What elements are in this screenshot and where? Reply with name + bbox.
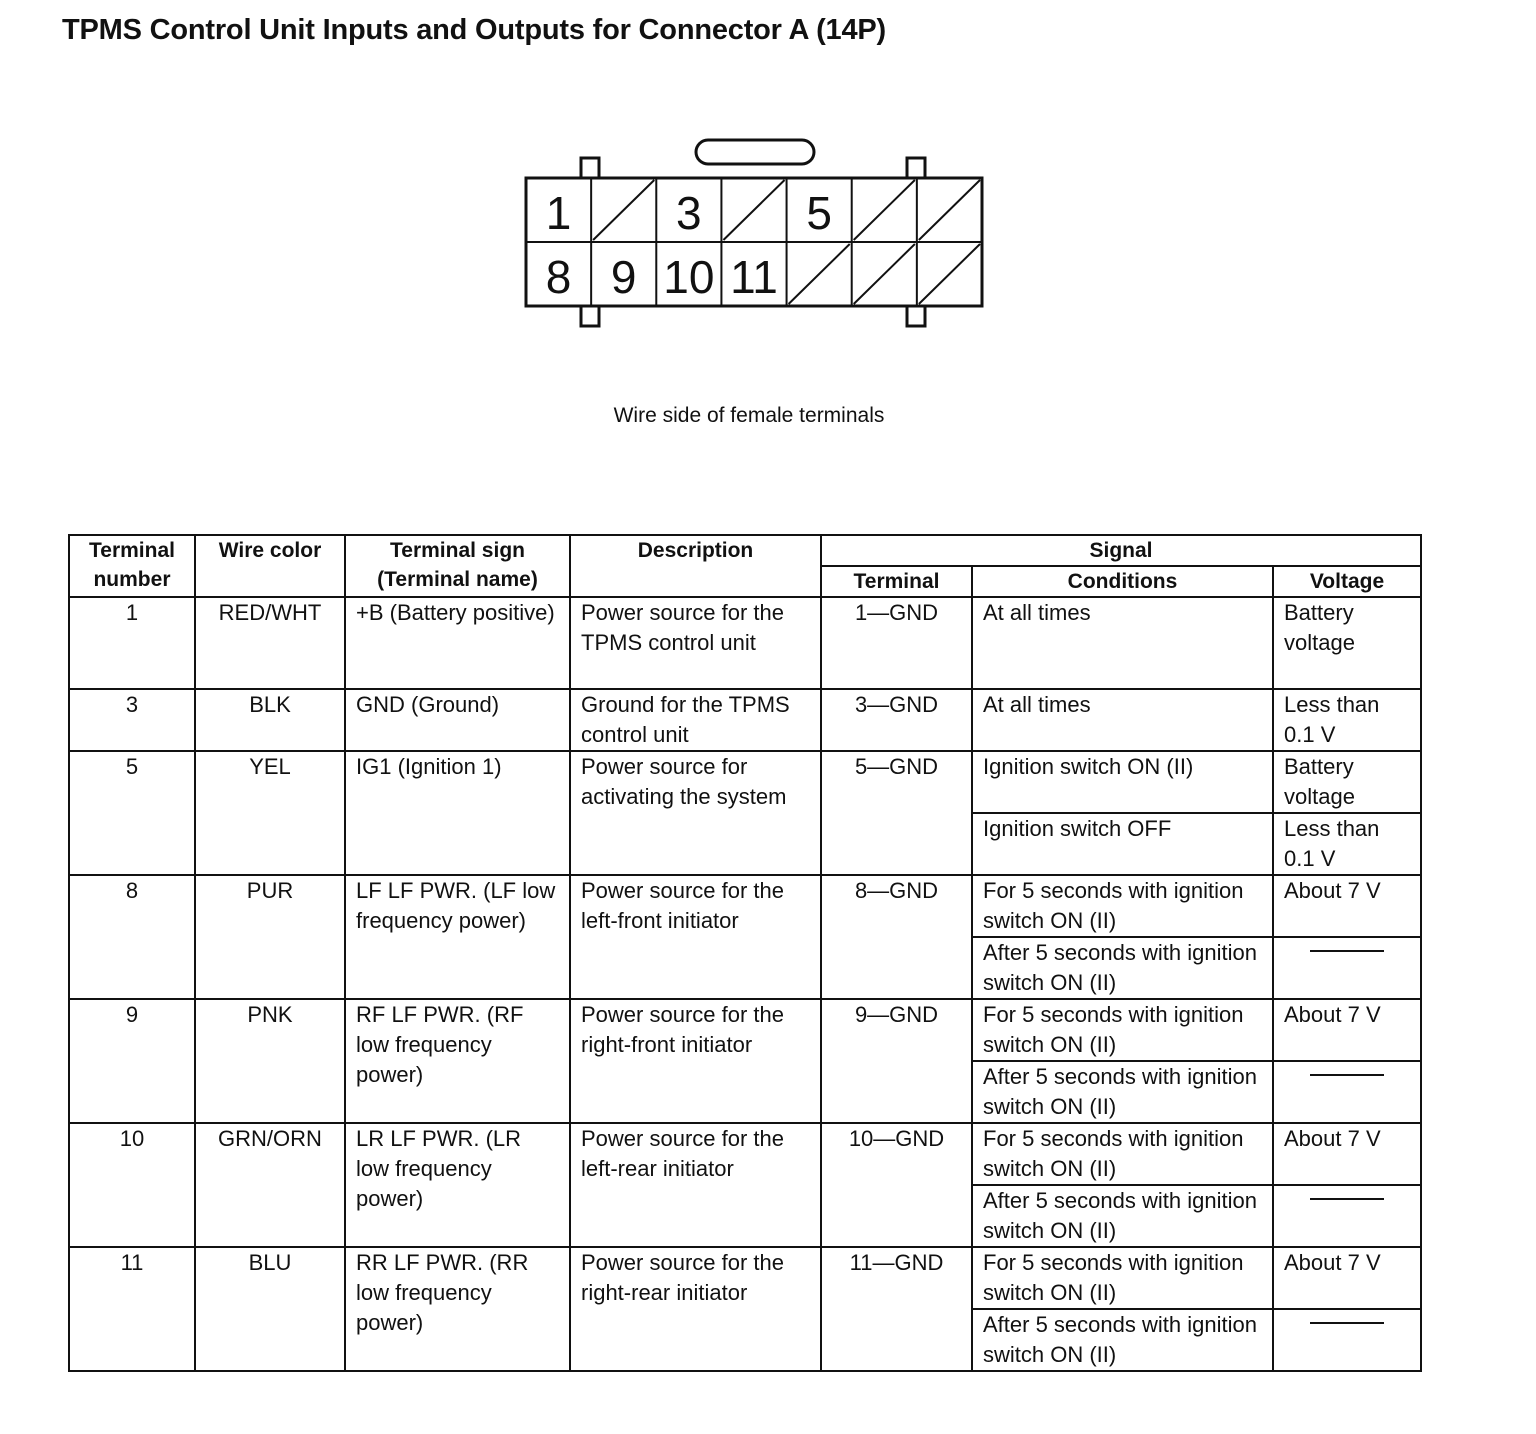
wire-color: PNK (195, 999, 345, 1123)
signal-terminal: 3—GND (821, 689, 972, 751)
terminal-number: 11 (69, 1247, 195, 1371)
signal-terminal: 11—GND (821, 1247, 972, 1371)
connector-caption: Wire side of female terminals (613, 404, 885, 427)
signal-voltage (1273, 1185, 1421, 1247)
wire-color: GRN/ORN (195, 1123, 345, 1247)
not-applicable-dash (1310, 1322, 1384, 1324)
signal-condition: For 5 seconds with ignition switch ON (II) (972, 1123, 1273, 1185)
terminal-pin-label: 10 (663, 251, 715, 303)
not-applicable-dash (1310, 1198, 1384, 1200)
terminal-sign: RF LF PWR. (RF low frequency power) (345, 999, 570, 1123)
table-row (69, 875, 1421, 937)
locking-tab (696, 140, 814, 164)
table-row (69, 999, 1421, 1061)
signal-voltage: Less than 0.1 V (1273, 813, 1421, 875)
table-row (69, 689, 1421, 751)
table-row (69, 1123, 1421, 1185)
terminal-sign: LR LF PWR. (LR low frequency power) (345, 1123, 570, 1247)
terminal-number: 3 (69, 689, 195, 751)
terminal-sign: IG1 (Ignition 1) (345, 751, 570, 875)
terminal-sign: LF LF PWR. (LF low frequency power) (345, 875, 570, 999)
terminal-pin-label: 3 (676, 187, 702, 239)
signal-terminal: 8—GND (821, 875, 972, 999)
not-applicable-dash (1310, 1074, 1384, 1076)
terminal-number: 1 (69, 597, 195, 689)
signal-condition: After 5 seconds with ignition switch ON (II) (972, 1309, 1273, 1371)
terminal-pin-label: 8 (545, 251, 572, 303)
header-description: Description (570, 535, 821, 597)
description: Power source for the left-rear initiator (570, 1123, 821, 1247)
terminal-table (68, 534, 1422, 1372)
header-conditions: Conditions (972, 566, 1273, 597)
not-applicable-dash (1310, 950, 1384, 952)
description: Power source for activating the system (570, 751, 821, 875)
signal-condition: Ignition switch ON (II) (972, 751, 1273, 813)
signal-condition: After 5 seconds with ignition switch ON (II) (972, 1185, 1273, 1247)
terminal-sign: RR LF PWR. (RR low frequency power) (345, 1247, 570, 1371)
signal-voltage: Battery voltage (1273, 597, 1421, 689)
header-terminal: Terminal (821, 566, 972, 597)
signal-condition: After 5 seconds with ignition switch ON (II) (972, 1061, 1273, 1123)
terminal-pin-label: 9 (610, 251, 637, 303)
signal-terminal: 10—GND (821, 1123, 972, 1247)
description: Power source for the right-rear initiator (570, 1247, 821, 1371)
terminal-number: 8 (69, 875, 195, 999)
terminal-number: 10 (69, 1123, 195, 1247)
signal-terminal: 9—GND (821, 999, 972, 1123)
terminal-pin-label: 5 (806, 187, 832, 239)
signal-condition: For 5 seconds with ignition switch ON (II) (972, 875, 1273, 937)
page-title: TPMS Control Unit Inputs and Outputs for Connector A (14P) (62, 14, 886, 46)
header-voltage: Voltage (1273, 566, 1421, 597)
wire-color: BLK (195, 689, 345, 751)
table-row (69, 1247, 1421, 1309)
terminal-pin-label: 11 (730, 251, 778, 303)
description: Power source for the left-front initiator (570, 875, 821, 999)
signal-terminal: 5—GND (821, 751, 972, 875)
header-signal: Signal (821, 535, 1421, 566)
signal-voltage (1273, 1309, 1421, 1371)
signal-condition: After 5 seconds with ignition switch ON (II) (972, 937, 1273, 999)
signal-voltage (1273, 937, 1421, 999)
wire-color: PUR (195, 875, 345, 999)
table-row (69, 751, 1421, 813)
wire-color: RED/WHT (195, 597, 345, 689)
terminal-sign: +B (Battery positive) (345, 597, 570, 689)
terminal-pin-label: 1 (545, 187, 572, 239)
signal-condition: Ignition switch OFF (972, 813, 1273, 875)
signal-condition: At all times (972, 689, 1273, 751)
signal-voltage: About 7 V (1273, 1123, 1421, 1185)
signal-voltage: Less than 0.1 V (1273, 689, 1421, 751)
header-terminal-sign: Terminal sign (Terminal name) (345, 535, 570, 597)
signal-voltage: About 7 V (1273, 1247, 1421, 1309)
signal-condition: At all times (972, 597, 1273, 689)
description: Power source for the right-front initiator (570, 999, 821, 1123)
connector-diagram (520, 136, 990, 332)
signal-terminal: 1—GND (821, 597, 972, 689)
description: Ground for the TPMS control unit (570, 689, 821, 751)
table-row (69, 597, 1421, 689)
wire-color: YEL (195, 751, 345, 875)
description: Power source for the TPMS control unit (570, 597, 821, 689)
terminal-sign: GND (Ground) (345, 689, 570, 751)
terminal-number: 9 (69, 999, 195, 1123)
signal-condition: For 5 seconds with ignition switch ON (II) (972, 999, 1273, 1061)
signal-condition: For 5 seconds with ignition switch ON (II) (972, 1247, 1273, 1309)
signal-voltage: About 7 V (1273, 875, 1421, 937)
header-wire-color: Wire color (195, 535, 345, 597)
signal-voltage: About 7 V (1273, 999, 1421, 1061)
signal-voltage (1273, 1061, 1421, 1123)
header-terminal-number: Terminal number (69, 535, 195, 597)
signal-voltage: Battery voltage (1273, 751, 1421, 813)
wire-color: BLU (195, 1247, 345, 1371)
terminal-number: 5 (69, 751, 195, 875)
